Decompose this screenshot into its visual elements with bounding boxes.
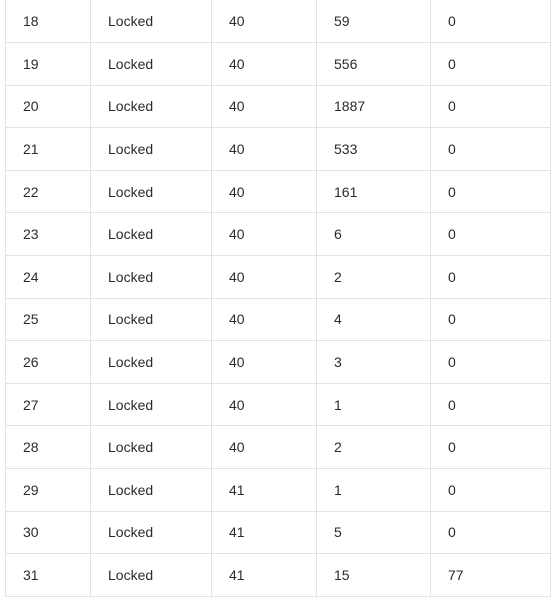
cell-status: Locked — [91, 341, 212, 384]
cell-level: 40 — [212, 255, 317, 298]
cell-level: 41 — [212, 554, 317, 597]
cell-count: 6 — [317, 213, 431, 256]
table-row — [6, 128, 551, 171]
table-row — [6, 511, 551, 554]
cell-count: 1 — [317, 383, 431, 426]
cell-value: 0 — [431, 341, 551, 384]
cell-level: 40 — [212, 213, 317, 256]
cell-value: 0 — [431, 468, 551, 511]
table-row — [6, 383, 551, 426]
table-row — [6, 43, 551, 86]
cell-level: 40 — [212, 128, 317, 171]
data-table — [5, 0, 551, 597]
cell-id: 18 — [6, 0, 91, 43]
cell-level: 40 — [212, 298, 317, 341]
cell-value: 0 — [431, 85, 551, 128]
cell-level: 40 — [212, 170, 317, 213]
cell-value: 0 — [431, 298, 551, 341]
cell-id: 22 — [6, 170, 91, 213]
cell-value: 0 — [431, 128, 551, 171]
cell-level: 40 — [212, 426, 317, 469]
cell-count: 556 — [317, 43, 431, 86]
cell-level: 40 — [212, 0, 317, 43]
cell-id: 29 — [6, 468, 91, 511]
table-row — [6, 468, 551, 511]
cell-id: 31 — [6, 554, 91, 597]
cell-count: 1887 — [317, 85, 431, 128]
table-row — [6, 554, 551, 597]
cell-level: 40 — [212, 383, 317, 426]
table-row — [6, 85, 551, 128]
cell-status: Locked — [91, 298, 212, 341]
cell-count: 5 — [317, 511, 431, 554]
cell-status: Locked — [91, 468, 212, 511]
cell-id: 26 — [6, 341, 91, 384]
cell-value: 0 — [431, 511, 551, 554]
cell-value: 0 — [431, 170, 551, 213]
cell-count: 2 — [317, 255, 431, 298]
cell-count: 161 — [317, 170, 431, 213]
cell-value: 0 — [431, 383, 551, 426]
cell-level: 40 — [212, 341, 317, 384]
cell-level: 41 — [212, 511, 317, 554]
cell-count: 2 — [317, 426, 431, 469]
cell-id: 25 — [6, 298, 91, 341]
cell-value: 0 — [431, 426, 551, 469]
table-row — [6, 341, 551, 384]
cell-count: 1 — [317, 468, 431, 511]
table-row — [6, 170, 551, 213]
cell-count: 3 — [317, 341, 431, 384]
cell-id: 30 — [6, 511, 91, 554]
cell-level: 40 — [212, 85, 317, 128]
cell-level: 40 — [212, 43, 317, 86]
cell-id: 23 — [6, 213, 91, 256]
table-row — [6, 255, 551, 298]
cell-status: Locked — [91, 213, 212, 256]
cell-status: Locked — [91, 128, 212, 171]
cell-status: Locked — [91, 255, 212, 298]
cell-id: 24 — [6, 255, 91, 298]
table-row — [6, 426, 551, 469]
cell-status: Locked — [91, 554, 212, 597]
cell-count: 15 — [317, 554, 431, 597]
cell-id: 20 — [6, 85, 91, 128]
cell-id: 21 — [6, 128, 91, 171]
data-table-container — [5, 0, 550, 597]
cell-value: 77 — [431, 554, 551, 597]
cell-value: 0 — [431, 43, 551, 86]
table-body — [6, 0, 551, 596]
cell-count: 4 — [317, 298, 431, 341]
cell-status: Locked — [91, 0, 212, 43]
cell-count: 59 — [317, 0, 431, 43]
cell-value: 0 — [431, 0, 551, 43]
cell-value: 0 — [431, 213, 551, 256]
cell-status: Locked — [91, 511, 212, 554]
cell-value: 0 — [431, 255, 551, 298]
cell-count: 533 — [317, 128, 431, 171]
table-row — [6, 298, 551, 341]
cell-id: 19 — [6, 43, 91, 86]
cell-status: Locked — [91, 170, 212, 213]
cell-id: 28 — [6, 426, 91, 469]
cell-id: 27 — [6, 383, 91, 426]
table-row — [6, 0, 551, 43]
cell-level: 41 — [212, 468, 317, 511]
cell-status: Locked — [91, 383, 212, 426]
cell-status: Locked — [91, 426, 212, 469]
cell-status: Locked — [91, 85, 212, 128]
cell-status: Locked — [91, 43, 212, 86]
table-row — [6, 213, 551, 256]
